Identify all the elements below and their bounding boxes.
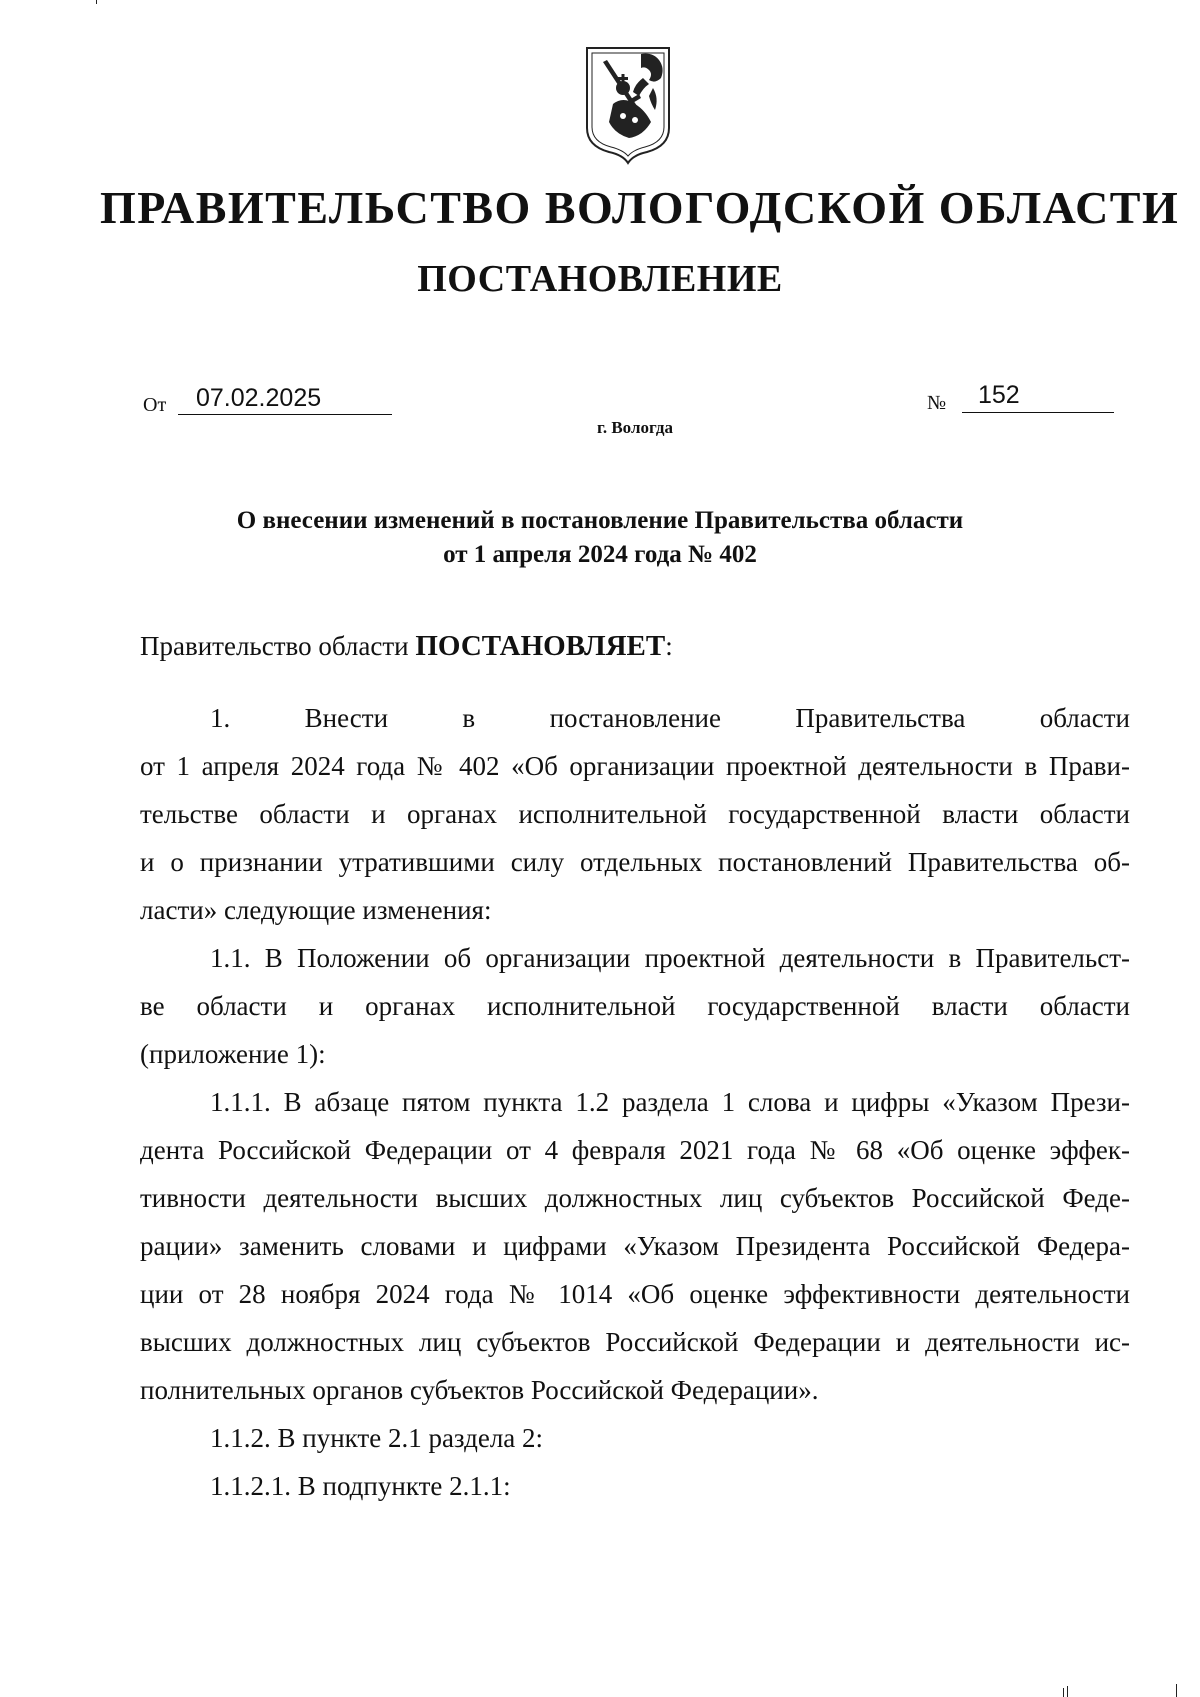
subject-line-2: от 1 апреля 2024 года № 402 (443, 541, 757, 568)
paragraph-line: тивности деятельности высших должностных лиц субъектов Российской Феде- (140, 1183, 1130, 1213)
preamble-colon: : (665, 631, 673, 661)
city-label: г. Вологда (597, 418, 673, 437)
date-field (178, 380, 392, 415)
paragraph-line: высших должностных лиц субъектов Российской Федерации и деятельности ис- (140, 1327, 1130, 1357)
subject-line-1: О внесении изменений в постановление Правительства области (236, 507, 964, 534)
paragraph-2 (140, 934, 1130, 1078)
scan-mark (1067, 1686, 1068, 1697)
paragraph-line: 1. Внести в постановление Правительства области (210, 703, 1130, 733)
paragraph-line: ласти» следующие изменения: (140, 895, 492, 925)
date-value: 07.02.2025 (196, 384, 322, 412)
preamble-keyword: ПОСТАНОВЛЯЕТ (415, 630, 666, 662)
paragraph-line: тельстве области и органах исполнительной государственной власти области (140, 799, 1130, 829)
coat-of-arms-emblem (583, 44, 673, 166)
preamble (140, 626, 673, 666)
paragraph-line: рации» заменить словами и цифрами «Указом Президента Российской Федера- (140, 1231, 1130, 1261)
paragraph-4 (140, 1414, 1130, 1462)
preamble-text: Правительство области (140, 631, 416, 661)
number-value: 152 (978, 381, 1020, 409)
document-type: ПОСТАНОВЛЕНИЕ (417, 258, 783, 300)
scan-mark (1176, 1684, 1177, 1697)
number-label: № (927, 392, 947, 414)
paragraph-3 (140, 1078, 1130, 1414)
paragraph-line: и о признании утратившими силу отдельных постановлений Правительства об- (140, 847, 1130, 877)
paragraph-5 (140, 1462, 1130, 1510)
paragraph-1 (140, 694, 1130, 934)
paragraph-line: 1.1.2. В пункте 2.1 раздела 2: (210, 1423, 544, 1453)
date-label: От (143, 394, 167, 416)
paragraph-line: (приложение 1): (140, 1039, 326, 1069)
scan-mark (1063, 1688, 1064, 1697)
document-subject (150, 504, 1050, 572)
government-title: ПРАВИТЕЛЬСТВО ВОЛОГОДСКОЙ ОБЛАСТИ (100, 182, 1180, 233)
number-field (962, 378, 1114, 413)
paragraph-line: от 1 апреля 2024 года № 402 «Об организации проектной деятельности в Прави- (140, 751, 1130, 781)
scan-mark (96, 0, 97, 4)
paragraph-line: дента Российской Федерации от 4 февраля 2021 года № 68 «Об оценке эффек- (140, 1135, 1130, 1165)
paragraph-line: 1.1.2.1. В подпункте 2.1.1: (210, 1471, 511, 1501)
paragraph-line: полнительных органов субъектов Российской Федерации». (140, 1375, 819, 1405)
paragraph-line: ве области и органах исполнительной государственной власти области (140, 991, 1130, 1021)
paragraph-line: 1.1. В Положении об организации проектной деятельности в Правительст- (210, 943, 1130, 973)
paragraph-line: ции от 28 ноября 2024 года № 1014 «Об оценке эффективности деятельности (140, 1279, 1130, 1309)
paragraph-line: 1.1.1. В абзаце пятом пункта 1.2 раздела 1 слова и цифры «Указом Прези- (210, 1087, 1130, 1117)
